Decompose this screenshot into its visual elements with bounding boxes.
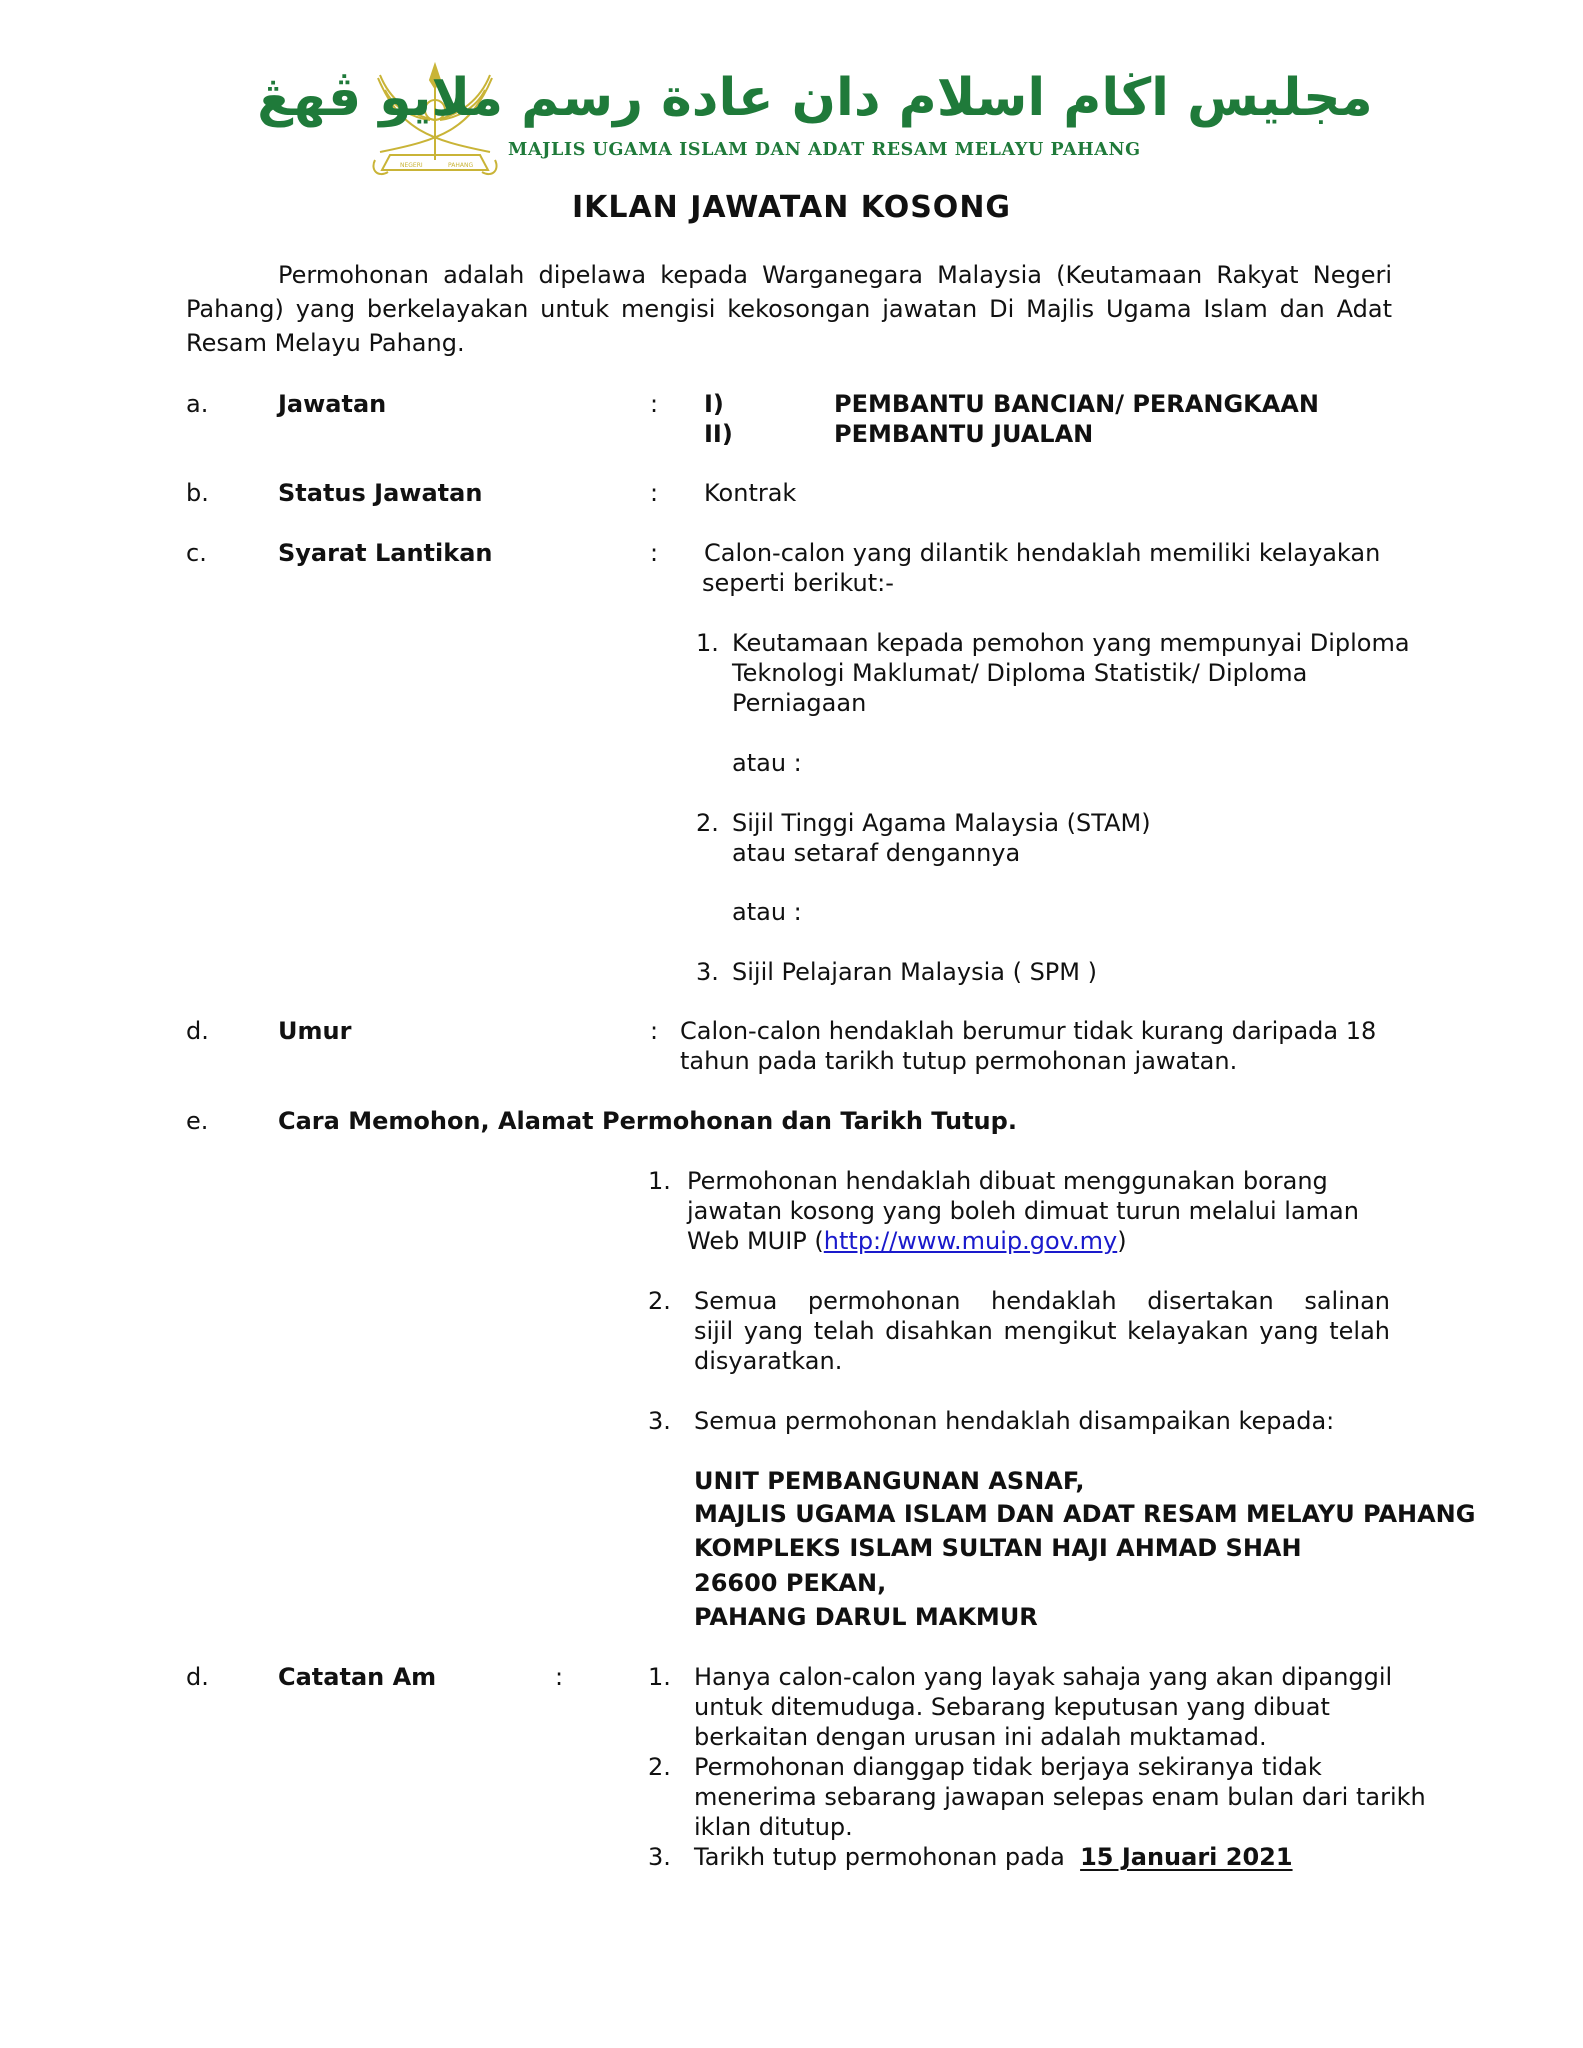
qual-3-num: 3. xyxy=(696,958,719,986)
apply-3-num: 3. xyxy=(648,1407,671,1435)
section-a-label: Jawatan xyxy=(278,390,387,418)
muip-website-link[interactable]: http://www.muip.gov.my xyxy=(823,1227,1118,1255)
apply-1-l3 xyxy=(687,1226,1127,1256)
jawatan-item-1-num: I) xyxy=(704,390,724,418)
page-title: IKLAN JAWATAN KOSONG xyxy=(571,190,1012,225)
intro-paragraph xyxy=(186,258,1392,360)
note-1-l3: berkaitan dengan urusan ini adalah muktamad. xyxy=(694,1723,1267,1751)
section-e-label: Cara Memohon, Alamat Permohonan dan Tarikh Tutup. xyxy=(278,1107,1017,1135)
syarat-intro-l1: Calon-calon yang dilantik hendaklah memiliki kelayakan xyxy=(704,539,1381,567)
qual-2-l2: atau setaraf dengannya xyxy=(732,839,1021,867)
address-line-2: MAJLIS UGAMA ISLAM DAN ADAT RESAM MELAYU PAHANG xyxy=(694,1500,1476,1528)
closing-date: 15 Januari 2021 xyxy=(1080,1843,1293,1871)
note-2-num: 2. xyxy=(648,1753,671,1781)
qual-1-l3: Perniagaan xyxy=(732,689,867,717)
arabic-calligraphy-title xyxy=(257,55,1373,140)
note-2-l1: Permohonan dianggap tidak berjaya sekiranya tidak xyxy=(694,1753,1322,1781)
section-a-colon: : xyxy=(650,390,659,418)
qual-1-num: 1. xyxy=(696,629,719,657)
section-f-label: Catatan Am xyxy=(278,1663,437,1691)
section-b-label: Status Jawatan xyxy=(278,479,483,507)
apply-1-l3-pre: Web MUIP ( xyxy=(687,1227,824,1255)
intro-text: Permohonan adalah dipelawa kepada Warganegara Malaysia (Keutamaan Rakyat Negeri Pahang) yang berkelayakan untuk mengisi kekosongan jawatan Di Majlis Ugama Islam dan Adat Resam Melayu Pahang. xyxy=(186,261,1392,357)
address-line-4: 26600 PEKAN, xyxy=(694,1569,887,1597)
address-line-1: UNIT PEMBANGUNAN ASNAF, xyxy=(694,1467,1085,1495)
qual-2-num: 2. xyxy=(696,809,719,837)
section-d-letter: d. xyxy=(186,1017,209,1045)
status-value: Kontrak xyxy=(704,479,797,507)
apply-2-num: 2. xyxy=(648,1287,671,1315)
section-f-letter: d. xyxy=(186,1663,209,1691)
or-1: atau : xyxy=(732,749,802,777)
jawatan-item-2-num: II) xyxy=(704,420,733,448)
apply-1-l1: Permohonan hendaklah dibuat menggunakan borang xyxy=(687,1167,1328,1195)
note-1-num: 1. xyxy=(648,1663,671,1691)
section-d-colon: : xyxy=(650,1017,659,1045)
syarat-intro-l2: seperti berikut:- xyxy=(702,569,894,597)
qual-1-l2: Teknologi Maklumat/ Diploma Statistik/ Diploma xyxy=(732,659,1308,687)
note-2-l3: iklan ditutup. xyxy=(694,1813,853,1841)
address-line-3: KOMPLEKS ISLAM SULTAN HAJI AHMAD SHAH xyxy=(694,1534,1302,1562)
address-line-5: PAHANG DARUL MAKMUR xyxy=(694,1603,1038,1631)
jawatan-item-2: PEMBANTU JUALAN xyxy=(834,420,1094,448)
section-b-letter: b. xyxy=(186,479,209,507)
qual-1-l1: Keutamaan kepada pemohon yang mempunyai Diploma xyxy=(732,629,1410,657)
umur-l1: Calon-calon hendaklah berumur tidak kurang daripada 18 xyxy=(680,1017,1377,1045)
apply-1-l3-post: ) xyxy=(1117,1227,1127,1255)
apply-2-l3: disyaratkan. xyxy=(694,1347,843,1375)
svg-text:PAHANG: PAHANG xyxy=(448,162,474,169)
apply-2-l2: sijil yang telah disahkan mengikut kelayakan yang telah xyxy=(694,1317,1390,1345)
svg-text:NEGERI: NEGERI xyxy=(400,162,423,169)
note-1-l1: Hanya calon-calon yang layak sahaja yang akan dipanggil xyxy=(694,1663,1393,1691)
section-b-colon: : xyxy=(650,479,659,507)
section-e-letter: e. xyxy=(186,1107,209,1135)
apply-2-l1: Semua permohonan hendaklah disertakan salinan xyxy=(694,1287,1390,1315)
note-2-l2: menerima sebarang jawapan selepas enam bulan dari tarikh xyxy=(694,1783,1426,1811)
apply-1-l2: jawatan kosong yang boleh dimuat turun melalui laman xyxy=(687,1197,1359,1225)
qual-3-l1: Sijil Pelajaran Malaysia ( SPM ) xyxy=(732,958,1097,986)
organization-name: MAJLIS UGAMA ISLAM DAN ADAT RESAM MELAYU PAHANG xyxy=(508,140,1141,160)
apply-1-num: 1. xyxy=(648,1167,671,1195)
or-2: atau : xyxy=(732,898,802,926)
umur-l2: tahun pada tarikh tutup permohonan jawatan. xyxy=(680,1047,1238,1075)
jawatan-item-1: PEMBANTU BANCIAN/ PERANGKAAN xyxy=(834,390,1319,418)
note-3-text xyxy=(694,1842,1293,1872)
closing-date-label: Tarikh tutup permohonan pada xyxy=(694,1843,1065,1871)
section-d-label: Umur xyxy=(278,1017,352,1045)
note-3-num: 3. xyxy=(648,1843,671,1871)
section-a-letter: a. xyxy=(186,390,209,418)
apply-3-l1: Semua permohonan hendaklah disampaikan kepada: xyxy=(694,1407,1335,1435)
note-1-l2: untuk ditemuduga. Sebarang keputusan yang dibuat xyxy=(694,1693,1330,1721)
jawi-title-text: مجليس اڬام اسلام دان عادة رسم ملايو ڤهڠ xyxy=(257,67,1373,128)
section-c-label: Syarat Lantikan xyxy=(278,539,493,567)
section-f-colon: : xyxy=(555,1663,564,1691)
qual-2-l1: Sijil Tinggi Agama Malaysia (STAM) xyxy=(732,809,1151,837)
section-c-letter: c. xyxy=(186,539,207,567)
section-c-colon: : xyxy=(650,539,659,567)
